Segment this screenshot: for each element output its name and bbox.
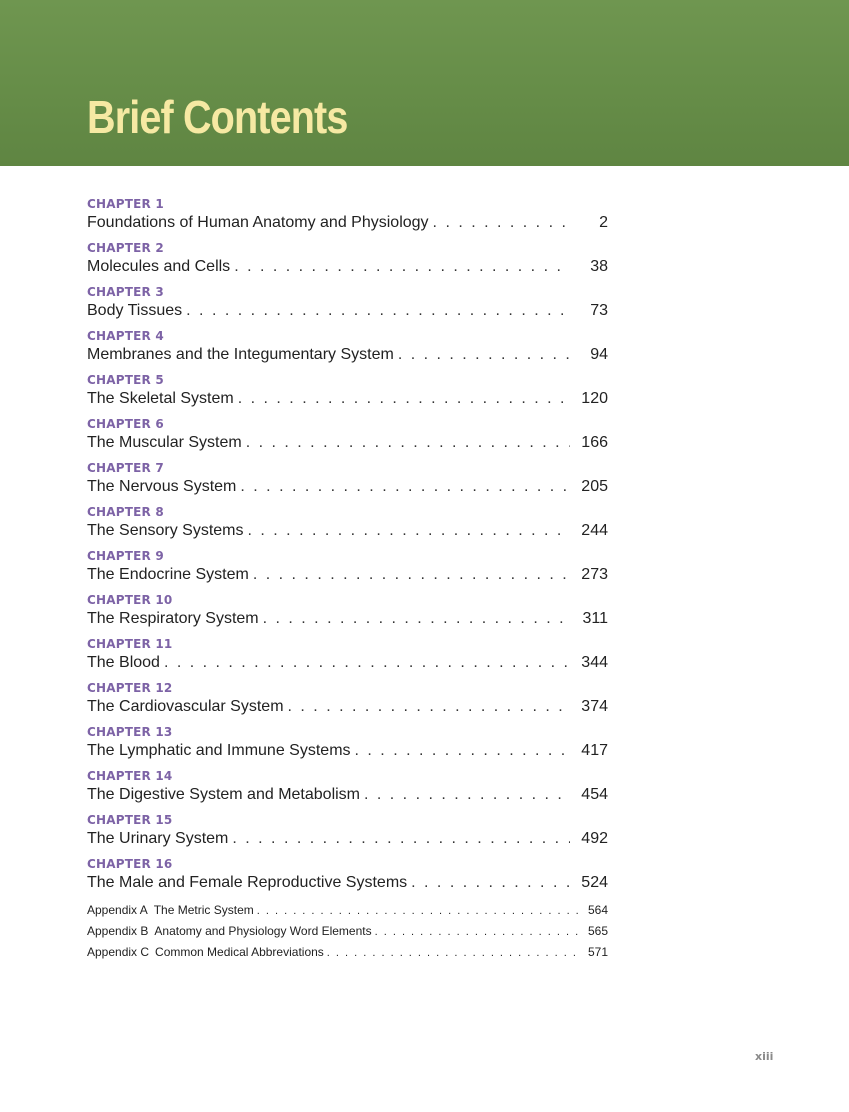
dot-leader [327,943,582,964]
toc-entry[interactable] [87,812,608,856]
dot-leader [246,432,570,454]
appendix-label: Appendix C [87,945,150,959]
toc-entry[interactable] [87,768,608,812]
page-number: 344 [581,654,608,671]
chapter-list [87,196,608,900]
page-title: Brief Contents [87,91,348,143]
appendix-title[interactable]: Anatomy and Physiology Word Elements [154,924,372,938]
toc-entry[interactable] [87,460,608,504]
appendix-entry[interactable] [87,942,608,963]
page-number: 205 [581,478,608,495]
toc-entry[interactable] [87,856,608,900]
chapter-title[interactable]: Membranes and the Integumentary System [87,346,394,363]
chapter-title[interactable]: The Sensory Systems [87,522,244,539]
chapter-label: CHAPTER 15 [87,813,173,827]
dot-leader [355,740,570,762]
toc-entry[interactable] [87,592,608,636]
dot-leader [288,696,570,718]
dot-leader [234,256,570,278]
toc-entry[interactable] [87,548,608,592]
chapter-title[interactable]: The Skeletal System [87,390,234,407]
appendix-title[interactable]: The Metric System [153,903,254,917]
appendix-entry[interactable] [87,900,608,921]
chapter-label: CHAPTER 11 [87,637,173,651]
chapter-label: CHAPTER 1 [87,197,164,211]
toc-entry[interactable] [87,416,608,460]
dot-leader [240,476,570,498]
page-number: 565 [587,924,608,938]
page-number: 73 [590,302,608,319]
chapter-title[interactable]: The Nervous System [87,478,237,495]
chapter-title[interactable]: The Cardiovascular System [87,698,284,715]
dot-leader [257,901,582,922]
chapter-title[interactable]: The Digestive System and Metabolism [87,786,360,803]
dot-leader [411,872,570,894]
page-folio: xiii [755,1050,774,1063]
dot-leader [375,922,582,943]
toc-entry[interactable] [87,504,608,548]
dot-leader [433,212,570,234]
appendix-list [87,900,608,963]
page-number: 38 [590,258,608,275]
dot-leader [364,784,570,806]
page-number: 454 [581,786,608,803]
page-number: 273 [581,566,608,583]
dot-leader [164,652,570,674]
page-number: 571 [587,945,608,959]
chapter-label: CHAPTER 16 [87,857,173,871]
toc-entry[interactable] [87,196,608,240]
chapter-label: CHAPTER 10 [87,593,173,607]
chapter-label: CHAPTER 12 [87,681,173,695]
chapter-label: CHAPTER 5 [87,373,164,387]
dot-leader [186,300,570,322]
appendix-entry[interactable] [87,921,608,942]
chapter-title[interactable]: The Endocrine System [87,566,249,583]
chapter-title[interactable]: The Blood [87,654,160,671]
chapter-label: CHAPTER 8 [87,505,164,519]
toc-entry[interactable] [87,240,608,284]
chapter-label: CHAPTER 6 [87,417,164,431]
chapter-label: CHAPTER 4 [87,329,164,343]
page-number: 120 [581,390,608,407]
toc-entry[interactable] [87,284,608,328]
appendix-title[interactable]: Common Medical Abbreviations [155,945,324,959]
chapter-title[interactable]: The Lymphatic and Immune Systems [87,742,351,759]
toc-entry[interactable] [87,724,608,768]
chapter-label: CHAPTER 3 [87,285,164,299]
dot-leader [248,520,571,542]
chapter-title[interactable]: The Urinary System [87,830,229,847]
dot-leader [238,388,570,410]
page-number: 564 [587,903,608,917]
page-number: 2 [599,214,608,231]
toc-entry[interactable] [87,636,608,680]
chapter-label: CHAPTER 13 [87,725,173,739]
page-number: 374 [581,698,608,715]
page-number: 166 [581,434,608,451]
chapter-title[interactable]: The Male and Female Reproductive Systems [87,874,408,891]
chapter-label: CHAPTER 7 [87,461,164,475]
dot-leader [263,608,570,630]
dot-leader [253,564,570,586]
page-number: 244 [581,522,608,539]
toc-entry[interactable] [87,328,608,372]
chapter-title[interactable]: The Muscular System [87,434,242,451]
page-number: 311 [582,610,608,627]
page-number: 524 [581,874,608,891]
chapter-title[interactable]: Body Tissues [87,302,183,319]
page-number: 94 [590,346,608,363]
chapter-label: CHAPTER 9 [87,549,164,563]
chapter-label: CHAPTER 2 [87,241,164,255]
header-banner [0,0,849,166]
toc-entry[interactable] [87,680,608,724]
chapter-label: CHAPTER 14 [87,769,173,783]
chapter-title[interactable]: Molecules and Cells [87,258,231,275]
toc-entry[interactable] [87,372,608,416]
dot-leader [398,344,570,366]
dot-leader [232,828,570,850]
appendix-label: Appendix B [87,924,149,938]
chapter-title[interactable]: The Respiratory System [87,610,259,627]
page-number: 492 [581,830,608,847]
appendix-label: Appendix A [87,903,148,917]
chapter-title[interactable]: Foundations of Human Anatomy and Physiology [87,214,429,231]
page-number: 417 [581,742,608,759]
